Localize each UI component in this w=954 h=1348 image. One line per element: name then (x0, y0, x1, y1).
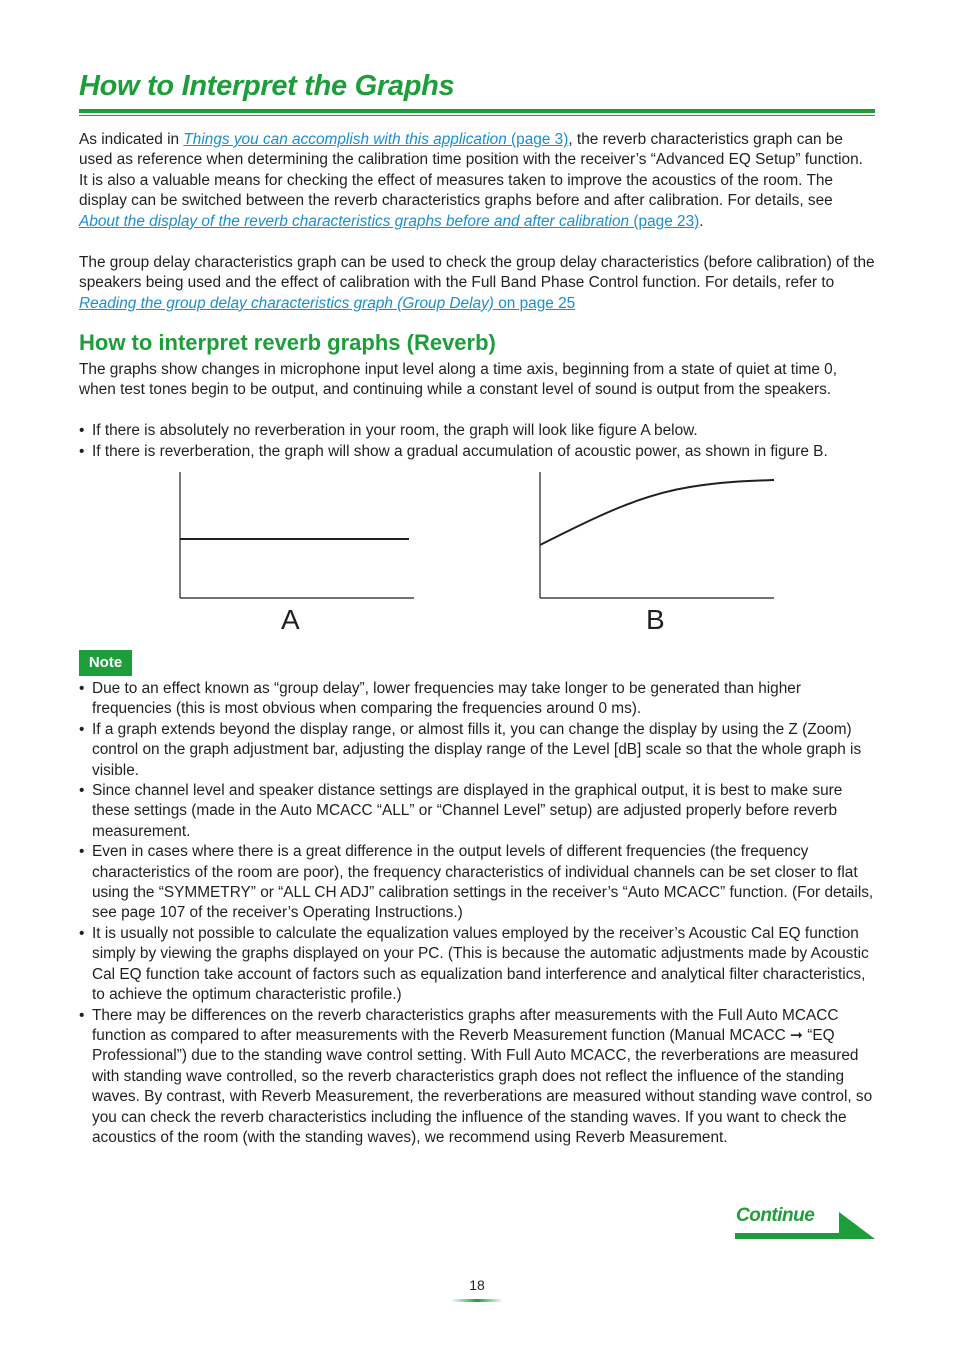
note-list (79, 679, 875, 1148)
note-item (79, 924, 875, 1006)
figure-a-graph (170, 465, 420, 605)
note-item (79, 842, 875, 924)
note-item (79, 720, 875, 781)
link-page-ref: (page 3) (506, 131, 569, 148)
note-badge: Note (79, 650, 132, 676)
note-text: If a graph extends beyond the display range, or almost fills it, you can change the display by using the Z (Zoom) control on the graph adjustment bar, adjusting the display range of the Level [dB] scale so that the whole graph is visible. (92, 720, 862, 779)
bullet-dot: • (79, 1006, 85, 1024)
section-bullet-b (79, 442, 875, 462)
section-bullet-a (79, 421, 875, 441)
bullet-text: If there is reverberation, the graph will show a gradual accumulation of acoustic power, as shown in figure B. (92, 443, 828, 460)
link-page-ref: on page 25 (493, 294, 576, 312)
note-item (79, 781, 875, 842)
bullet-dot: • (79, 782, 85, 800)
intro-text: As indicated in (79, 131, 184, 148)
page-number-underline (451, 1299, 503, 1303)
intro-paragraph-2 (79, 253, 875, 314)
page-number: 18 (469, 1277, 485, 1293)
link-page-ref: (page 23) (629, 212, 700, 230)
intro-text: , the reverb characteristics graph can be used as reference when determining the calibration time position with the receiver’s “Advanced EQ Setup” function. It is also a valuable means for checking the effect of measures taken to improve the acoustics of the room. The display can be switched between the reverb characteristics graphs before and after calibration. For details, see (79, 131, 863, 210)
section-heading: How to interpret reverb graphs (Reverb) (79, 330, 496, 355)
bullet-dot: • (79, 843, 85, 861)
note-text: There may be differences on the reverb characteristics graphs after measurements with the Full Auto MCACC function as compared to after measurements with the Reverb Measurement function (Manual MCACC ➞ “EQ Professional”) due to the standing wave control setting. With Full Auto MCACC, the reverberations are measured with standing wave controlled, so the reverb characteristics graph does not reflect the influence of the standing waves. By contrast, with Reverb Measurement, the reverberations are measured without standing wave control, so you can check the reverb characteristics including the influence of the standing waves. If you want to check the acoustics of the room (with the standing waves), we recommend using Reverb Measurement. (92, 1006, 873, 1146)
continue-link[interactable]: Continue (736, 1205, 815, 1226)
bullet-text: If there is absolutely no reverberation in your room, the graph will look like figure A below. (92, 422, 698, 439)
page-title: How to Interpret the Graphs (79, 70, 455, 102)
note-item (79, 1006, 875, 1149)
title-divider-thick (79, 109, 875, 113)
bullet-dot: • (79, 924, 85, 942)
continue-arrow-head (839, 1212, 875, 1239)
intro-text: The group delay characteristics graph can be used to check the group delay characteristics (before calibration) of the speakers being used and the effect of calibration with the Full Band Phase Control function. For details, refer to (79, 254, 875, 292)
figure-a-label: A (281, 604, 300, 635)
note-text: Even in cases where there is a great difference in the output levels of different frequencies (the frequency characteristics of the room are poor), the frequency characteristics of individual channels can be set closer to flat using the “SYMMETRY” or “ALL CH ADJ” calibration settings in the receiver’s “Auto MCACC” function. (For details, see page 107 of the receiver’s Operating Instructions.) (92, 843, 874, 922)
note-text: It is usually not possible to calculate the equalization values employed by the receiver’s Acoustic Cal EQ function simply by viewing the graphs displayed on your PC. (This is because the automatic adjustments made by Acoustic Cal EQ function take account of factors such as equalization band interference and analytical filter characteristics, to achieve the optimum characteristic profile.) (92, 924, 869, 1004)
bullet-dot: • (79, 720, 85, 738)
note-text: Since channel level and speaker distance settings are displayed in the graphical output, it is best to make sure these settings (made in the Auto MCACC “ALL” or “Channel Level” setup) are adjusted properly before reverb measurement. (92, 782, 843, 840)
section-body: The graphs show changes in microphone input level along a time axis, beginning from a state of quiet at time 0, when test tones begin to be output, and continuing while a constant level of sound is output from the speakers. (79, 361, 837, 399)
note-text: Due to an effect known as “group delay”, lower frequencies may take longer to be generated than higher frequencies (this is most obvious when comparing the frequencies around 0 ms). (92, 680, 801, 718)
intro-paragraph-1 (79, 130, 875, 232)
bullet-dot: • (79, 680, 85, 697)
link-group-delay-graph[interactable] (79, 295, 575, 312)
link-text: Reading the group delay characteristics graph (Group Delay) (79, 294, 494, 312)
title-divider-thin (79, 115, 875, 116)
bullet-dot: • (79, 443, 85, 460)
figure-b-rising-curve (540, 480, 774, 545)
intro-text: . (699, 212, 704, 230)
link-about-reverb-display[interactable] (79, 213, 699, 230)
figure-b-graph (530, 465, 780, 605)
note-item (79, 679, 875, 720)
link-text: About the display of the reverb characteristics graphs before and after calibration (79, 212, 630, 230)
bullet-dot: • (79, 422, 85, 439)
continue-arrow-bar (735, 1233, 845, 1239)
link-text: Things you can accomplish with this application (183, 131, 507, 148)
figure-b-label: B (646, 604, 665, 635)
link-things-you-can-accomplish[interactable] (183, 131, 568, 148)
